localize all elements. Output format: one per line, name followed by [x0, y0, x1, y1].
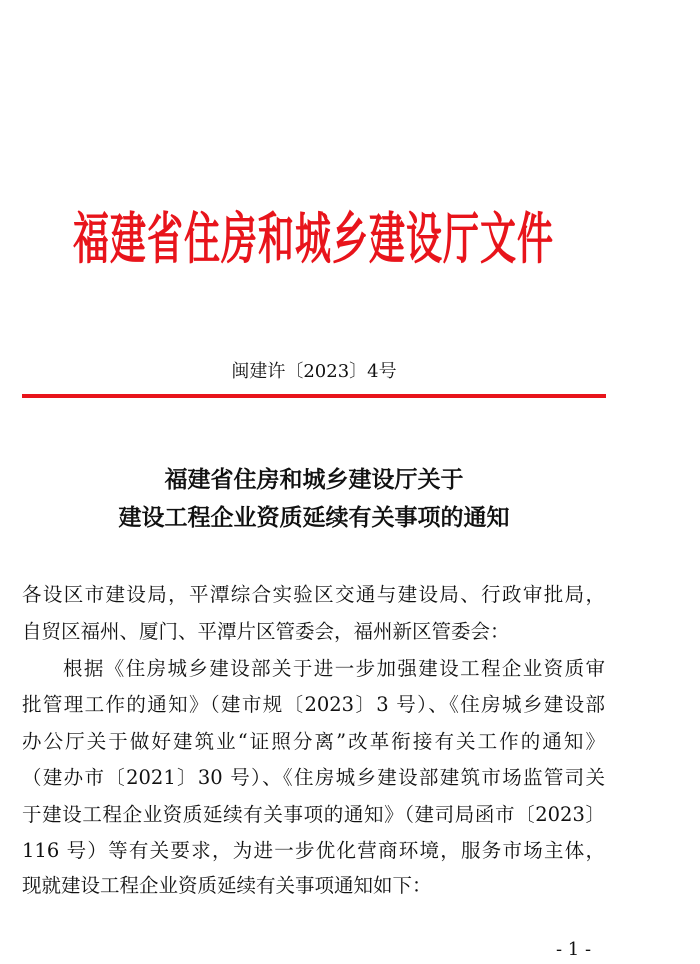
body-line: 现就建设工程企业资质延续有关事项通知如下：	[22, 874, 432, 897]
issuer-title: 福建省住房和城乡建设厅文件	[72, 208, 554, 272]
document-title-line-2: 建设工程企业资质延续有关事项的通知	[118, 504, 510, 531]
body-line: （建办市〔2021〕30 号）、《住房城乡建设部建筑市场监管司关	[22, 766, 605, 789]
body-line: 批管理工作的通知》（建市规〔2023〕3 号）、《住房城乡建设部	[22, 693, 605, 716]
body-line: 办公厅关于做好建筑业“证照分离”改革衔接有关工作的通知》	[22, 730, 605, 753]
body-line: 自贸区福州、厦门、平潭片区管委会，福州新区管委会：	[22, 620, 510, 643]
document-number: 闽建许〔2023〕4号	[231, 361, 397, 382]
page-number: - 1 -	[556, 939, 592, 960]
body-line: 各设区市建设局，平潭综合实验区交通与建设局、行政审批局，	[22, 583, 605, 606]
red-divider	[22, 394, 606, 398]
body-line: 于建设工程企业资质延续有关事项的通知》（建司局函市〔2023〕	[22, 803, 605, 826]
body-line: 116 号）等有关要求，为进一步优化营商环境，服务市场主体，	[22, 839, 605, 862]
body-line: 根据《住房城乡建设部关于进一步加强建设工程企业资质审	[63, 657, 605, 680]
document-title-line-1: 福建省住房和城乡建设厅关于	[164, 466, 464, 493]
